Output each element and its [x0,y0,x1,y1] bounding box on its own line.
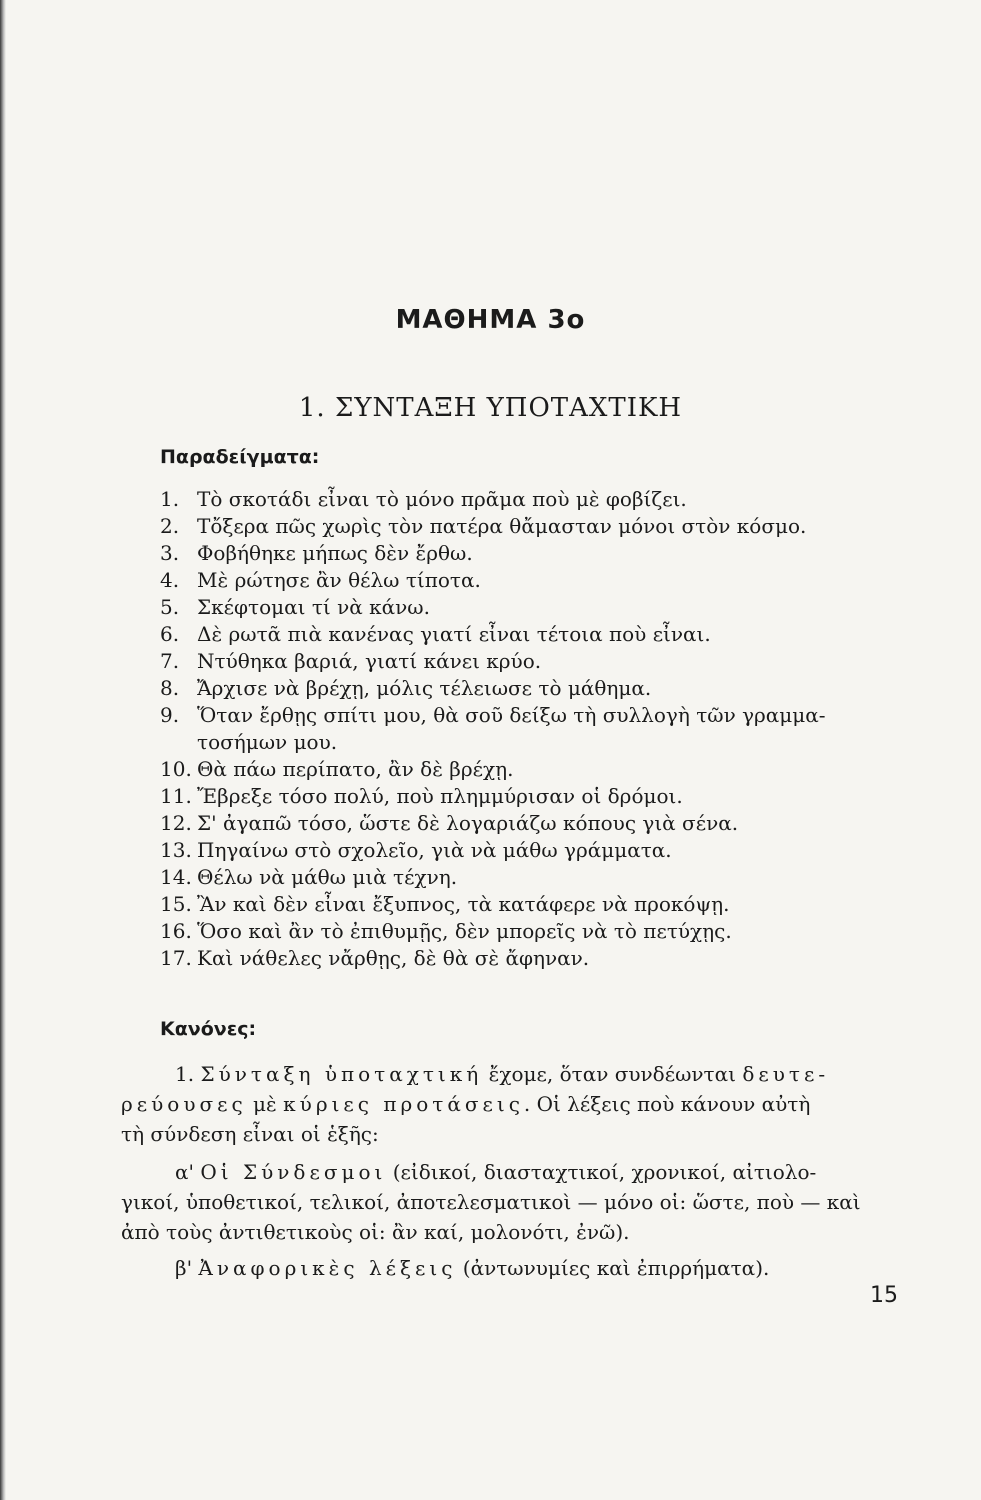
example-item [160,675,920,702]
example-number: 17. [160,946,192,970]
example-number: 6. [160,622,180,646]
term: Ἀναφορικὲς λέξεις [198,1256,457,1280]
rule-line: γικοί, ὑποθετικοί, τελικοί, ἀποτελεσματικοὶ — μόνο οἱ: ὥστε, ποὺ — καὶ [121,1190,861,1214]
example-text: Καὶ νάθελες νἄρθῃς, δὲ θὰ σὲ ἄφηναν. [197,946,590,970]
example-item [160,702,920,729]
example-number: 12. [160,811,192,835]
example-number: 15. [160,892,192,916]
term: Οἱ Σύνδεσμοι [200,1160,387,1184]
example-text: Μὲ ρώτησε ἂν θέλω τίποτα. [197,568,481,592]
example-text: Σ' ἀγαπῶ τόσο, ὥστε δὲ λογαριάζω κόπους γιὰ σένα. [197,811,739,835]
example-number: 13. [160,838,192,862]
example-number: 14. [160,865,192,889]
example-number: 11. [160,784,192,808]
rules-text [121,1059,911,1283]
example-item [160,621,920,648]
example-item [160,567,920,594]
example-item [160,648,920,675]
rule-line [121,1253,911,1283]
text: μὲ [246,1092,284,1116]
term: κύριες προτάσεις [283,1092,524,1116]
rule-line: τὴ σύνδεση εἶναι οἱ ἑξῆς: [121,1122,379,1146]
example-item [160,540,920,567]
lesson-heading: ΜΑΘΗΜΑ 3ο [395,305,586,335]
example-number: 5. [160,595,180,619]
rule-line [121,1089,911,1119]
example-text: Τὸ σκοτάδι εἶναι τὸ μόνο πρᾶμα ποὺ μὲ φοβίζει. [197,487,687,511]
example-text: τοσήμων μου. [197,730,338,754]
text: . Οἱ λέξεις ποὺ κάνουν αὐτὴ [523,1092,811,1116]
page-number: 15 [870,1283,898,1308]
example-item [160,810,920,837]
rule-number: 1. [175,1062,195,1086]
example-text: Φοβήθηκε μήπως δὲν ἔρθω. [197,541,473,565]
example-item [160,837,920,864]
term: δευτε- [742,1062,830,1086]
example-item [160,513,920,540]
text: ἔχομε, ὅταν συνδέωνται [482,1062,736,1086]
chapter-title: 1. ΣΥΝΤΑΞΗ ΥΠΟΤΑΧΤΙΚΗ [298,393,683,423]
example-number: 7. [160,649,180,673]
example-number: 3. [160,541,180,565]
example-text: Σκέφτομαι τί νὰ κάνω. [197,595,430,619]
example-item [160,594,920,621]
example-number: 16. [160,919,192,943]
item-letter: β' [175,1256,199,1280]
example-item [160,891,920,918]
example-number: 2. [160,514,180,538]
example-text: Ἔβρεξε τόσο πολύ, ποὺ πλημμύρισαν οἱ δρόμοι. [197,784,683,808]
text: (ἀντωνυμίες καὶ ἐπιρρήματα). [456,1256,770,1280]
page-edge [0,0,6,1500]
rule-line [121,1157,911,1187]
examples-heading: Παραδείγματα: [160,446,320,468]
example-item [160,756,920,783]
example-text: Ντύθηκα βαριά, γιατί κάνει κρύο. [197,649,542,673]
examples-list [160,486,920,972]
example-text: Ἄρχισε νὰ βρέχῃ, μόλις τέλειωσε τὸ μάθημα. [197,676,652,700]
item-letter: α' [175,1160,201,1184]
example-item [160,918,920,945]
example-text: Τὄξερα πῶς χωρὶς τὸν πατέρα θἄμασταν μόνοι στὸν κόσμο. [197,514,807,538]
example-text: Ἂν καὶ δὲν εἶναι ἔξυπνος, τὰ κατάφερε νὰ προκόψῃ. [197,892,730,916]
example-item [160,783,920,810]
example-item [160,945,920,972]
example-item [160,864,920,891]
example-text: Ὅσο καὶ ἂν τὸ ἐπιθυμῇς, δὲν μπορεῖς νὰ τὸ πετύχῃς. [197,919,732,943]
example-number: 4. [160,568,180,592]
text: (εἰδικοί, διασταχτικοί, χρονικοί, αἰτιολο- [386,1160,817,1184]
term: ρεύουσες [121,1092,247,1116]
example-text: Θὰ πάω περίπατο, ἂν δὲ βρέχῃ. [197,757,514,781]
rules-heading: Κανόνες: [160,1018,257,1040]
example-number: 9. [160,703,180,727]
term: Σύνταξη ὑποταχτική [200,1062,483,1086]
example-text: Θέλω νὰ μάθω μιὰ τέχνη. [197,865,458,889]
example-number: 8. [160,676,180,700]
example-text: Ὅταν ἔρθῃς σπίτι μου, θὰ σοῦ δείξω τὴ συλλογὴ τῶν γραμμα- [197,703,826,727]
example-number: 1. [160,487,180,511]
example-text: Δὲ ρωτᾶ πιὰ κανένας γιατί εἶναι τέτοια ποὺ εἶναι. [197,622,711,646]
example-number: 10. [160,757,192,781]
example-item [160,486,920,513]
example-item [160,729,920,756]
rule-line: ἀπὸ τοὺς ἀντιθετικοὺς οἱ: ἂν καί, μολονότι, ἐνῶ). [121,1220,630,1244]
example-text: Πηγαίνω στὸ σχολεῖο, γιὰ νὰ μάθω γράμματα. [197,838,672,862]
rule-line [121,1059,911,1089]
